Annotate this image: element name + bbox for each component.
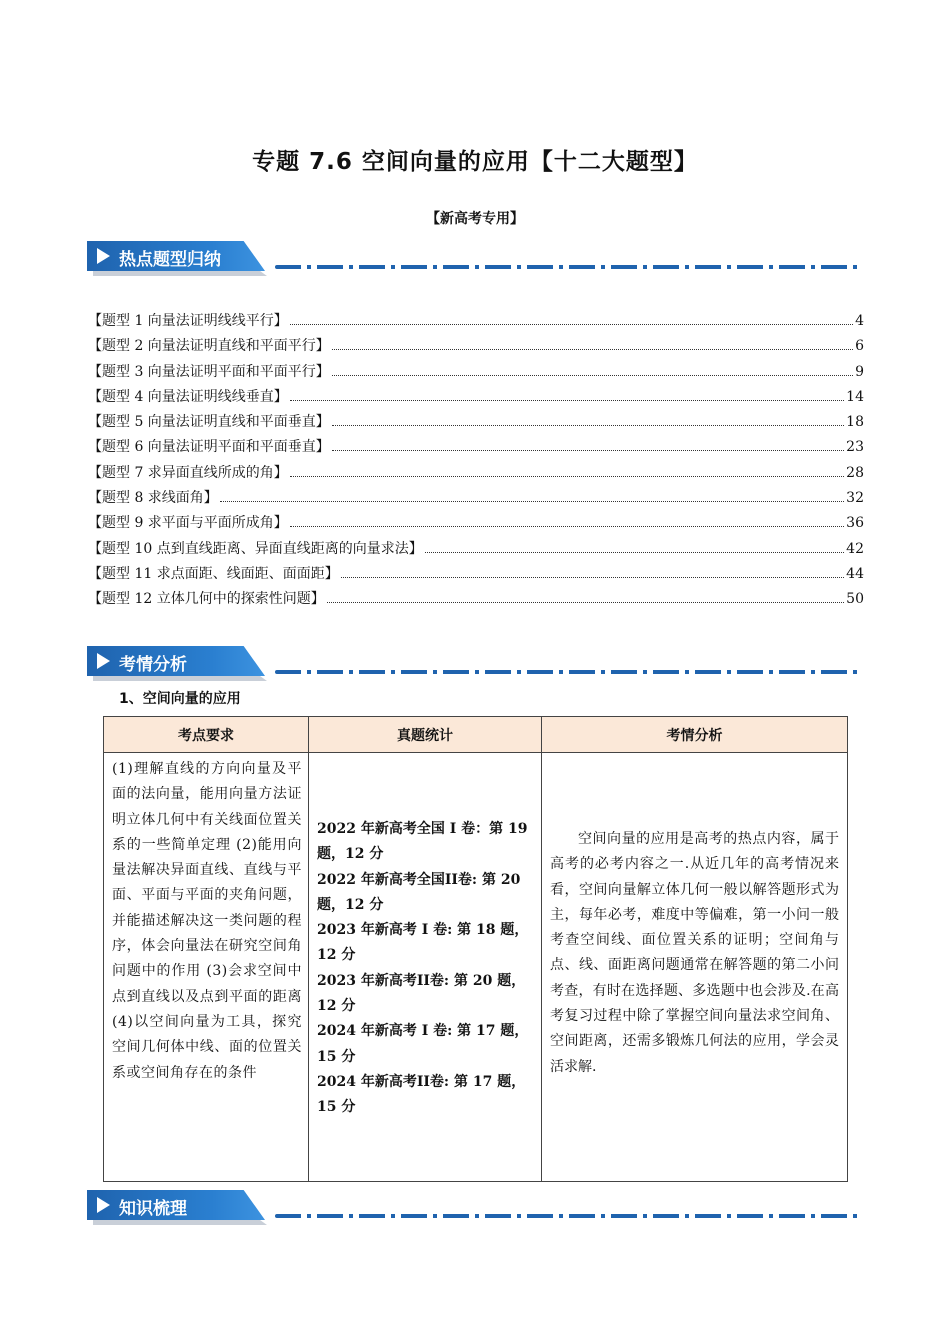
- toc-page-number: 32: [846, 490, 864, 507]
- stat-item: 2022 年新高考全国II卷: 第 20 题，12 分: [317, 871, 521, 913]
- toc-entry-label: 【题型 10 点到直线距离、异面直线距离的向量求法】: [88, 540, 423, 557]
- toc-page-number: 18: [846, 414, 864, 431]
- section-header-hot: [87, 241, 867, 277]
- dash-divider: [275, 670, 861, 674]
- column-header: 考情分析: [542, 717, 848, 753]
- section-header-analysis: [87, 646, 867, 682]
- toc-leader-dots: [332, 411, 844, 426]
- toc-leader-dots: [332, 436, 844, 451]
- toc-entry-label: 【题型 2 向量法证明直线和平面平行】: [88, 338, 330, 355]
- stats-cell: [309, 753, 542, 1182]
- toc-entry-label: 【题型 3 向量法证明平面和平面平行】: [88, 363, 330, 380]
- toc-entry-label: 【题型 8 求线面角】: [88, 490, 218, 507]
- stat-item: 2024 年新高考II卷: 第 17 题，15 分: [317, 1073, 526, 1116]
- toc-leader-dots: [425, 538, 844, 553]
- analysis-table: [103, 716, 848, 1182]
- column-header: 考点要求: [104, 717, 309, 753]
- page-subtitle: 【新高考专用】: [426, 211, 524, 227]
- section-title: 考情分析: [119, 655, 187, 675]
- toc-entry[interactable]: [88, 309, 864, 334]
- toc-entry[interactable]: [88, 385, 864, 410]
- toc-page-number: 6: [855, 338, 864, 355]
- toc-entry[interactable]: [88, 410, 864, 435]
- toc-leader-dots: [290, 462, 844, 477]
- toc-entry[interactable]: [88, 587, 864, 612]
- stat-item: 2024 年新高考 I 卷: 第 17 题，15 分: [317, 1023, 529, 1065]
- table-of-contents: [88, 309, 864, 613]
- toc-entry-label: 【题型 9 求平面与平面所成角】: [88, 515, 288, 532]
- play-arrow-icon: [97, 248, 110, 264]
- column-header: 真题统计: [309, 717, 542, 753]
- page-title: 专题 7.6 空间向量的应用【十二大题型】: [252, 149, 698, 175]
- toc-leader-dots: [290, 310, 853, 325]
- toc-page-number: 42: [846, 540, 864, 557]
- toc-leader-dots: [290, 386, 844, 401]
- toc-page-number: 9: [855, 363, 864, 380]
- toc-page-number: 28: [846, 464, 864, 481]
- toc-leader-dots: [332, 335, 853, 350]
- section-title: 知识梳理: [119, 1199, 187, 1219]
- toc-entry[interactable]: [88, 511, 864, 536]
- toc-entry-label: 【题型 1 向量法证明线线平行】: [88, 313, 288, 329]
- toc-entry-label: 【题型 4 向量法证明线线垂直】: [88, 388, 288, 405]
- commentary-cell: [542, 753, 848, 1182]
- analysis-heading: 1、空间向量的应用: [119, 691, 241, 707]
- toc-page-number: 4: [855, 313, 864, 329]
- toc-leader-dots: [290, 512, 844, 527]
- toc-leader-dots: [220, 487, 844, 502]
- stat-item: 2022 年新高考全国 I 卷：第 19 题，12 分: [317, 821, 528, 863]
- toc-entry[interactable]: [88, 486, 864, 511]
- play-arrow-icon: [97, 653, 110, 669]
- section-title: 热点题型归纳: [119, 250, 221, 270]
- toc-entry[interactable]: [88, 360, 864, 385]
- stat-item: 2023 年新高考II卷: 第 20 题，12 分: [317, 972, 526, 1015]
- toc-page-number: 50: [846, 591, 864, 608]
- toc-page-number: 23: [846, 439, 864, 456]
- toc-leader-dots: [327, 588, 844, 603]
- toc-entry-label: 【题型 5 向量法证明直线和平面垂直】: [88, 414, 330, 431]
- play-arrow-icon: [97, 1197, 110, 1213]
- toc-page-number: 36: [846, 515, 864, 532]
- toc-entry-label: 【题型 12 立体几何中的探索性问题】: [88, 591, 325, 608]
- dash-divider: [275, 265, 861, 269]
- dash-divider: [275, 1214, 861, 1218]
- toc-page-number: 14: [846, 388, 864, 405]
- section-header-knowledge: [87, 1190, 867, 1226]
- toc-leader-dots: [341, 563, 844, 578]
- toc-entry[interactable]: [88, 537, 864, 562]
- toc-entry-label: 【题型 11 求点面距、线面距、面面距】: [88, 565, 339, 582]
- toc-entry[interactable]: [88, 334, 864, 359]
- toc-entry[interactable]: [88, 461, 864, 486]
- requirements-cell: (1)理解直线的方向向量及平面的法向量，能用向量方法证明立体几何中有关线面位置关系的一些简单定理 (2)能用向量法解决异面直线、直线与平面、平面与平面的夹角问题，并能描述解决这一类问题的程序，体会向量法在研究空间角问题中的作用 (3)会求空间中点到直线以及点到平面的距离 (4)以空间向量为工具，探究空间几何体中线、面的位置关系或空间角存在的条件: [104, 753, 309, 1182]
- toc-entry[interactable]: [88, 562, 864, 587]
- commentary-text: 空间向量的应用是高考的热点内容，属于高考的必考内容之一.从近几年的高考情况来看，空间向量解立体几何一般以解答题形式为主，每年必考，难度中等偏难，第一小问一般考查空间线、面位置关系的证明；空间角与点、线、面距离问题通常在解答题的第二小问考查，有时在选择题、多选题中也会涉及.在高考复习过程中除了掌握空间向量法求空间角、空间距离，还需多锻炼几何法的应用，学会灵活求解.: [550, 831, 839, 1075]
- toc-entry-label: 【题型 7 求异面直线所成的角】: [88, 464, 288, 481]
- toc-entry-label: 【题型 6 向量法证明平面和平面垂直】: [88, 439, 330, 456]
- toc-entry[interactable]: [88, 435, 864, 460]
- stat-item: 2023 年新高考 I 卷: 第 18 题，12 分: [317, 922, 529, 964]
- toc-leader-dots: [332, 361, 853, 376]
- toc-page-number: 44: [846, 565, 864, 582]
